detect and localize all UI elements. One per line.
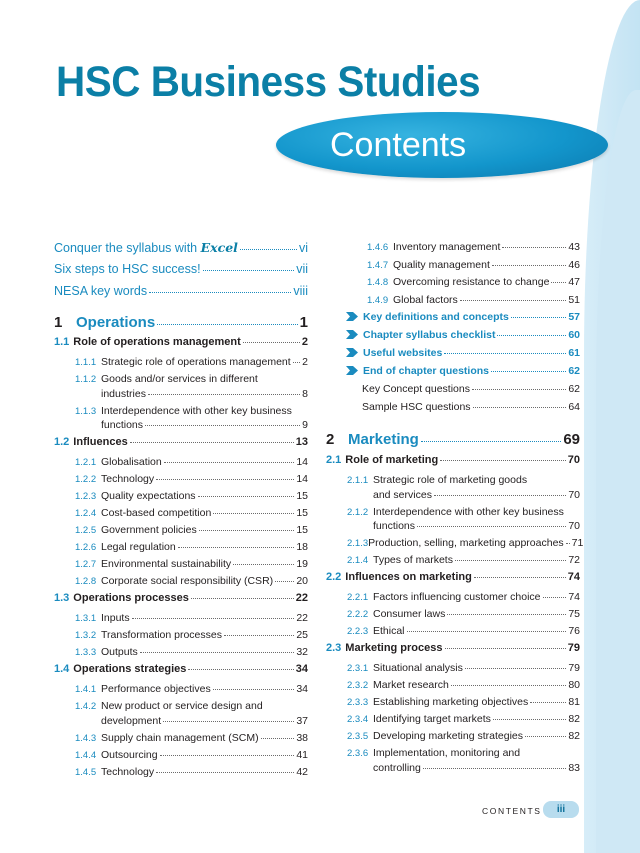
section-number: 1.1 [54, 336, 70, 348]
chapter-extra-subitem[interactable] [362, 401, 580, 413]
section-heading[interactable] [54, 336, 308, 348]
page-number: 46 [568, 258, 580, 271]
subsection-title: Quality expectations [101, 490, 196, 502]
leader-dots [198, 496, 295, 497]
subsection-item[interactable] [75, 524, 308, 536]
front-matter-label: Six steps to HSC success! [54, 262, 201, 276]
section-title: Influences on marketing [345, 571, 472, 583]
page-number: 83 [568, 761, 580, 774]
page-number: 14 [296, 473, 308, 485]
page-number: 51 [568, 293, 580, 306]
leader-dots [243, 342, 300, 343]
leader-dots [460, 300, 567, 301]
subsection-title: Legal regulation [101, 541, 176, 553]
subsection-item[interactable] [75, 732, 308, 744]
page-number: 70 [567, 454, 580, 466]
subsection-title: Corporate social responsibility (CSR) [101, 575, 274, 587]
page-number: 82 [568, 713, 580, 725]
subsection-item-continued[interactable] [373, 762, 580, 774]
subsection-title: and services [373, 488, 432, 501]
subsection-number: 1.2.5 [75, 525, 97, 536]
chapter-extra-subtitle: Key Concept questions [362, 383, 470, 395]
page-number: 74 [567, 571, 580, 583]
page-number: 15 [296, 507, 308, 519]
subsection-item[interactable] [75, 612, 308, 624]
page-number: 2 [302, 356, 308, 368]
chapter-extra-title: End of chapter questions [363, 365, 490, 377]
section-title: Marketing process [345, 642, 443, 654]
page-number: 82 [568, 730, 580, 742]
subsection-title-line: New product or service design and [101, 700, 263, 712]
leader-dots [240, 249, 297, 250]
chapter-number: 1 [54, 314, 63, 331]
subsection-title: Transformation processes [101, 629, 222, 641]
subsection-number: 2.1.4 [347, 555, 369, 566]
subsection-number: 1.2.8 [75, 576, 97, 587]
page-number: vi [298, 241, 308, 255]
subsection-item[interactable] [347, 625, 580, 637]
leader-dots [233, 564, 294, 565]
subsection-item[interactable] [367, 276, 580, 288]
leader-dots [407, 631, 567, 632]
subsection-number: 2.2.2 [347, 609, 369, 620]
leader-dots [543, 597, 567, 598]
leader-dots [213, 513, 294, 514]
leader-dots [447, 614, 566, 615]
leader-dots [157, 324, 297, 325]
page-number: 15 [296, 490, 308, 502]
section-number: 1.2 [54, 436, 70, 448]
subsection-item[interactable] [347, 506, 580, 518]
chapter-extra-item[interactable] [346, 347, 580, 359]
subsection-title-line: Implementation, monitoring and [373, 747, 521, 759]
section-title: Operations strategies [73, 663, 187, 675]
subsection-title: Identifying target markets [373, 713, 491, 725]
contents-heading: Contents [330, 126, 467, 164]
subsection-number: 1.2.2 [75, 474, 97, 485]
page-number: 81 [568, 696, 580, 708]
arrow-icon [346, 348, 358, 357]
page-number: 15 [296, 524, 308, 536]
page-number: 19 [296, 558, 308, 570]
section-number: 2.1 [326, 454, 342, 466]
subsection-number: 1.2.4 [75, 508, 97, 519]
subsection-item[interactable] [367, 294, 580, 306]
subsection-item[interactable] [75, 490, 308, 502]
leader-dots [417, 526, 566, 527]
page-number: 25 [296, 629, 308, 641]
subsection-item[interactable] [347, 608, 580, 620]
page-number: 71 [571, 537, 584, 549]
leader-dots [213, 689, 295, 690]
subsection-title: Inputs [101, 612, 130, 624]
chapter-extra-item[interactable] [346, 311, 580, 323]
page-number: 14 [296, 456, 308, 468]
subsection-title-line: Interdependence with other key business [373, 505, 564, 518]
subsection-number: 2.3.6 [347, 748, 369, 759]
page-number: 2 [301, 336, 308, 348]
leader-dots [493, 719, 566, 720]
subsection-number: 2.3.1 [347, 663, 369, 674]
subsection-number: 1.4.7 [367, 259, 389, 271]
page-number: 1 [299, 314, 308, 331]
page-number: 79 [568, 662, 580, 674]
subsection-number: 2.1.1 [347, 475, 369, 486]
page-number: 70 [568, 520, 580, 532]
page-number: 34 [295, 663, 308, 675]
subsection-item[interactable] [347, 713, 580, 725]
subsection-title: Inventory management [393, 241, 501, 253]
subsection-item[interactable] [75, 646, 308, 658]
front-matter-label: Conquer the syllabus with Excel [54, 240, 238, 255]
subsection-item[interactable] [347, 591, 580, 603]
chapter-title: Marketing [348, 431, 419, 448]
leader-dots [130, 442, 294, 443]
subsection-number: 1.4.4 [75, 749, 97, 761]
page-number: 20 [296, 575, 308, 587]
subsection-title: Technology [101, 473, 155, 485]
subsection-title: Production, selling, marketing approaches [368, 537, 564, 549]
arrow-icon [346, 330, 358, 339]
subsection-item[interactable] [75, 405, 308, 417]
page-number: 72 [568, 554, 580, 566]
subsection-item[interactable] [75, 683, 308, 695]
subsection-item[interactable] [75, 575, 308, 587]
subsection-title: Establishing marketing objectives [373, 696, 529, 708]
page-number: 41 [296, 748, 308, 761]
subsection-item-continued[interactable] [101, 419, 308, 431]
chapter-number: 2 [326, 431, 335, 448]
subsection-item[interactable] [75, 356, 308, 368]
leader-dots [199, 530, 295, 531]
leader-dots [473, 407, 567, 408]
chapter-extra-item[interactable] [346, 365, 580, 377]
page-number: 18 [296, 541, 308, 553]
subsection-item[interactable] [367, 241, 580, 253]
subsection-number: 1.4.6 [367, 242, 389, 253]
subsection-item[interactable] [75, 700, 308, 712]
subsection-title: functions [101, 419, 144, 431]
subsection-title: Global factors [393, 293, 458, 306]
subsection-item[interactable] [347, 554, 580, 566]
section-heading[interactable] [54, 436, 308, 448]
leader-dots [492, 265, 566, 266]
subsection-item[interactable] [75, 766, 308, 778]
page-number: 13 [295, 436, 308, 448]
subsection-title: Types of markets [373, 554, 453, 566]
leader-dots [224, 635, 294, 636]
chapter-extra-title: Key definitions and concepts [363, 311, 509, 323]
arrow-icon [346, 366, 358, 375]
subsection-number: 2.3.3 [347, 697, 369, 708]
subsection-number: 1.4.1 [75, 684, 97, 695]
subsection-title: functions [373, 520, 416, 532]
page-number: 37 [296, 714, 308, 727]
chapter-heading[interactable] [54, 314, 308, 331]
subsection-number: 1.2.7 [75, 559, 97, 570]
subsection-item[interactable] [75, 749, 308, 761]
leader-dots [160, 755, 295, 756]
leader-dots [275, 581, 294, 582]
chapter-title: Operations [76, 314, 156, 331]
page-number: 43 [568, 241, 580, 253]
subsection-title: Consumer laws [373, 608, 446, 620]
subsection-item[interactable] [75, 541, 308, 553]
subsection-item[interactable] [347, 679, 580, 691]
leader-dots [149, 292, 291, 293]
leader-dots [530, 702, 566, 703]
page-number: 42 [296, 765, 308, 778]
footer-page-number: iii [543, 801, 579, 818]
page-number: 74 [568, 591, 580, 603]
leader-dots [474, 577, 566, 578]
leader-dots [132, 618, 295, 619]
subsection-title: Factors influencing customer choice [373, 591, 541, 603]
leader-dots [148, 394, 300, 395]
leader-dots [156, 772, 294, 773]
leader-dots [191, 598, 294, 599]
section-number: 1.3 [54, 592, 70, 604]
leader-dots [451, 685, 566, 686]
leader-dots [455, 560, 566, 561]
arrow-icon [346, 312, 358, 321]
page-number: 47 [568, 276, 580, 288]
subsection-item-continued[interactable] [101, 388, 308, 400]
page-number: 22 [295, 592, 308, 604]
section-title: Role of operations management [73, 336, 241, 348]
subsection-number: 1.1.1 [75, 357, 97, 368]
subsection-number: 1.4.2 [75, 701, 97, 712]
subsection-title: development [101, 714, 162, 727]
leader-dots [491, 371, 566, 372]
page-number: 64 [568, 401, 580, 413]
subsection-title: Ethical [373, 625, 405, 637]
subsection-title: Outsourcing [101, 748, 158, 761]
leader-dots [434, 495, 566, 496]
subsection-title: Globalisation [101, 456, 162, 468]
page-number: 8 [302, 387, 308, 400]
subsection-number: 1.4.9 [367, 294, 389, 306]
excel-wordmark: Excel [200, 240, 238, 255]
subsection-number: 1.2.3 [75, 491, 97, 502]
leader-dots [444, 353, 566, 354]
subsection-title: Environmental sustainability [101, 558, 232, 570]
leader-dots [145, 425, 300, 426]
subsection-number: 1.4.3 [75, 732, 97, 744]
page-number: 75 [568, 608, 580, 620]
subsection-item[interactable] [347, 537, 584, 549]
subsection-item[interactable] [367, 259, 580, 271]
subsection-number: 1.1.2 [75, 374, 97, 385]
subsection-title: industries [101, 387, 146, 400]
subsection-number: 1.4.8 [367, 277, 389, 288]
page-number: 62 [568, 365, 580, 377]
page-number: 32 [296, 646, 308, 658]
subsection-item-continued[interactable] [373, 520, 580, 532]
page-number: viii [293, 284, 308, 298]
front-matter-item[interactable] [54, 240, 308, 255]
leader-dots [465, 668, 566, 669]
leader-dots [551, 282, 566, 283]
subsection-item[interactable] [347, 747, 580, 759]
page-number: 80 [568, 679, 580, 691]
leader-dots [497, 335, 566, 336]
chapter-extra-subitem[interactable] [362, 383, 580, 395]
subsection-title: Market research [373, 679, 449, 691]
subsection-number: 1.2.1 [75, 457, 97, 468]
page-number: 22 [296, 612, 308, 624]
page-number: 62 [568, 383, 580, 395]
subsection-number: 1.3.2 [75, 630, 97, 641]
subsection-number: 2.2.1 [347, 592, 369, 603]
subsection-number: 1.2.6 [75, 542, 97, 553]
section-number: 2.3 [326, 642, 342, 654]
subsection-number: 2.3.5 [347, 731, 369, 742]
subsection-item-continued[interactable] [101, 715, 308, 727]
subsection-title: Technology [101, 765, 155, 778]
page-number: vii [296, 262, 308, 276]
subsection-item[interactable] [347, 696, 580, 708]
subsection-item[interactable] [347, 662, 580, 674]
leader-dots [188, 669, 293, 670]
section-title: Operations processes [73, 592, 189, 604]
subsection-number: 1.4.5 [75, 766, 97, 778]
front-matter-label: NESA key words [54, 284, 148, 298]
section-heading[interactable] [326, 642, 580, 654]
section-heading[interactable] [326, 571, 580, 583]
section-number: 1.4 [54, 663, 70, 675]
subsection-title: Situational analysis [373, 662, 463, 674]
page-number: 70 [568, 488, 580, 501]
subsection-title-line: Strategic role of marketing goods [373, 474, 528, 486]
section-heading[interactable] [54, 663, 308, 675]
front-matter-item[interactable] [54, 284, 308, 298]
subsection-number: 2.2.3 [347, 626, 369, 637]
subsection-number: 2.1.3 [347, 538, 369, 549]
page-number: 61 [568, 347, 580, 359]
leader-dots [163, 721, 294, 722]
front-matter-item[interactable] [54, 262, 308, 276]
subsection-title: Government policies [101, 524, 197, 536]
subsection-item[interactable] [75, 456, 308, 468]
leader-dots [203, 270, 295, 271]
page-number: 60 [568, 329, 580, 341]
page-number: 79 [567, 642, 580, 654]
subsection-title: controlling [373, 761, 421, 774]
leader-dots [525, 736, 566, 737]
subsection-number: 2.3.2 [347, 680, 369, 691]
chapter-extra-subtitle: Sample HSC questions [362, 401, 471, 413]
section-title: Influences [73, 436, 128, 448]
subsection-title: Overcoming resistance to change [393, 276, 550, 288]
page-number: 9 [302, 419, 308, 431]
subsection-title: Strategic role of operations management [101, 356, 291, 368]
leader-dots [178, 547, 295, 548]
leader-dots [421, 441, 561, 442]
chapter-extra-item[interactable] [346, 329, 580, 341]
subsection-item[interactable] [75, 473, 308, 485]
section-number: 2.2 [326, 571, 342, 583]
chapter-extra-title: Useful websites [363, 347, 443, 359]
leader-dots [423, 768, 566, 769]
leader-dots [511, 317, 566, 318]
subsection-item[interactable] [347, 474, 580, 486]
section-heading[interactable] [54, 592, 308, 604]
subsection-title-line: Goods and/or services in different [101, 373, 258, 385]
leader-dots [164, 462, 295, 463]
leader-dots [445, 648, 566, 649]
subsection-item[interactable] [75, 558, 308, 570]
leader-dots [502, 247, 566, 248]
book-title: HSC Business Studies [56, 58, 481, 106]
subsection-item[interactable] [75, 373, 308, 385]
subsection-title: Outputs [101, 646, 138, 658]
subsection-item[interactable] [75, 507, 308, 519]
page-number: 69 [563, 431, 580, 448]
subsection-item[interactable] [347, 730, 580, 742]
leader-dots [156, 479, 294, 480]
chapter-heading[interactable] [326, 431, 580, 448]
leader-dots [261, 738, 295, 739]
section-heading[interactable] [326, 454, 580, 466]
subsection-title-line: Interdependence with other key business [101, 404, 292, 417]
page-number: 57 [568, 311, 580, 323]
subsection-title: Performance objectives [101, 683, 211, 695]
leader-dots [566, 543, 570, 544]
subsection-title: Developing marketing strategies [373, 730, 523, 742]
subsection-item[interactable] [75, 629, 308, 641]
leader-dots [440, 460, 566, 461]
page-number: 34 [296, 683, 308, 695]
subsection-number: 1.1.3 [75, 405, 97, 417]
section-title: Role of marketing [345, 454, 439, 466]
subsection-title: Quality management [393, 258, 490, 271]
subsection-number: 2.1.2 [347, 506, 369, 518]
subsection-number: 1.3.1 [75, 613, 97, 624]
subsection-item-continued[interactable] [373, 489, 580, 501]
footer-label: CONTENTS [482, 806, 542, 816]
page-number: 76 [568, 625, 580, 637]
page-number: 38 [296, 731, 308, 744]
leader-dots [293, 362, 300, 363]
subsection-title: Supply chain management (SCM) [101, 731, 259, 744]
leader-dots [140, 652, 295, 653]
subsection-title: Cost-based competition [101, 507, 212, 519]
chapter-extra-title: Chapter syllabus checklist [363, 329, 496, 341]
subsection-number: 1.3.3 [75, 647, 97, 658]
subsection-number: 2.3.4 [347, 714, 369, 725]
leader-dots [472, 389, 566, 390]
